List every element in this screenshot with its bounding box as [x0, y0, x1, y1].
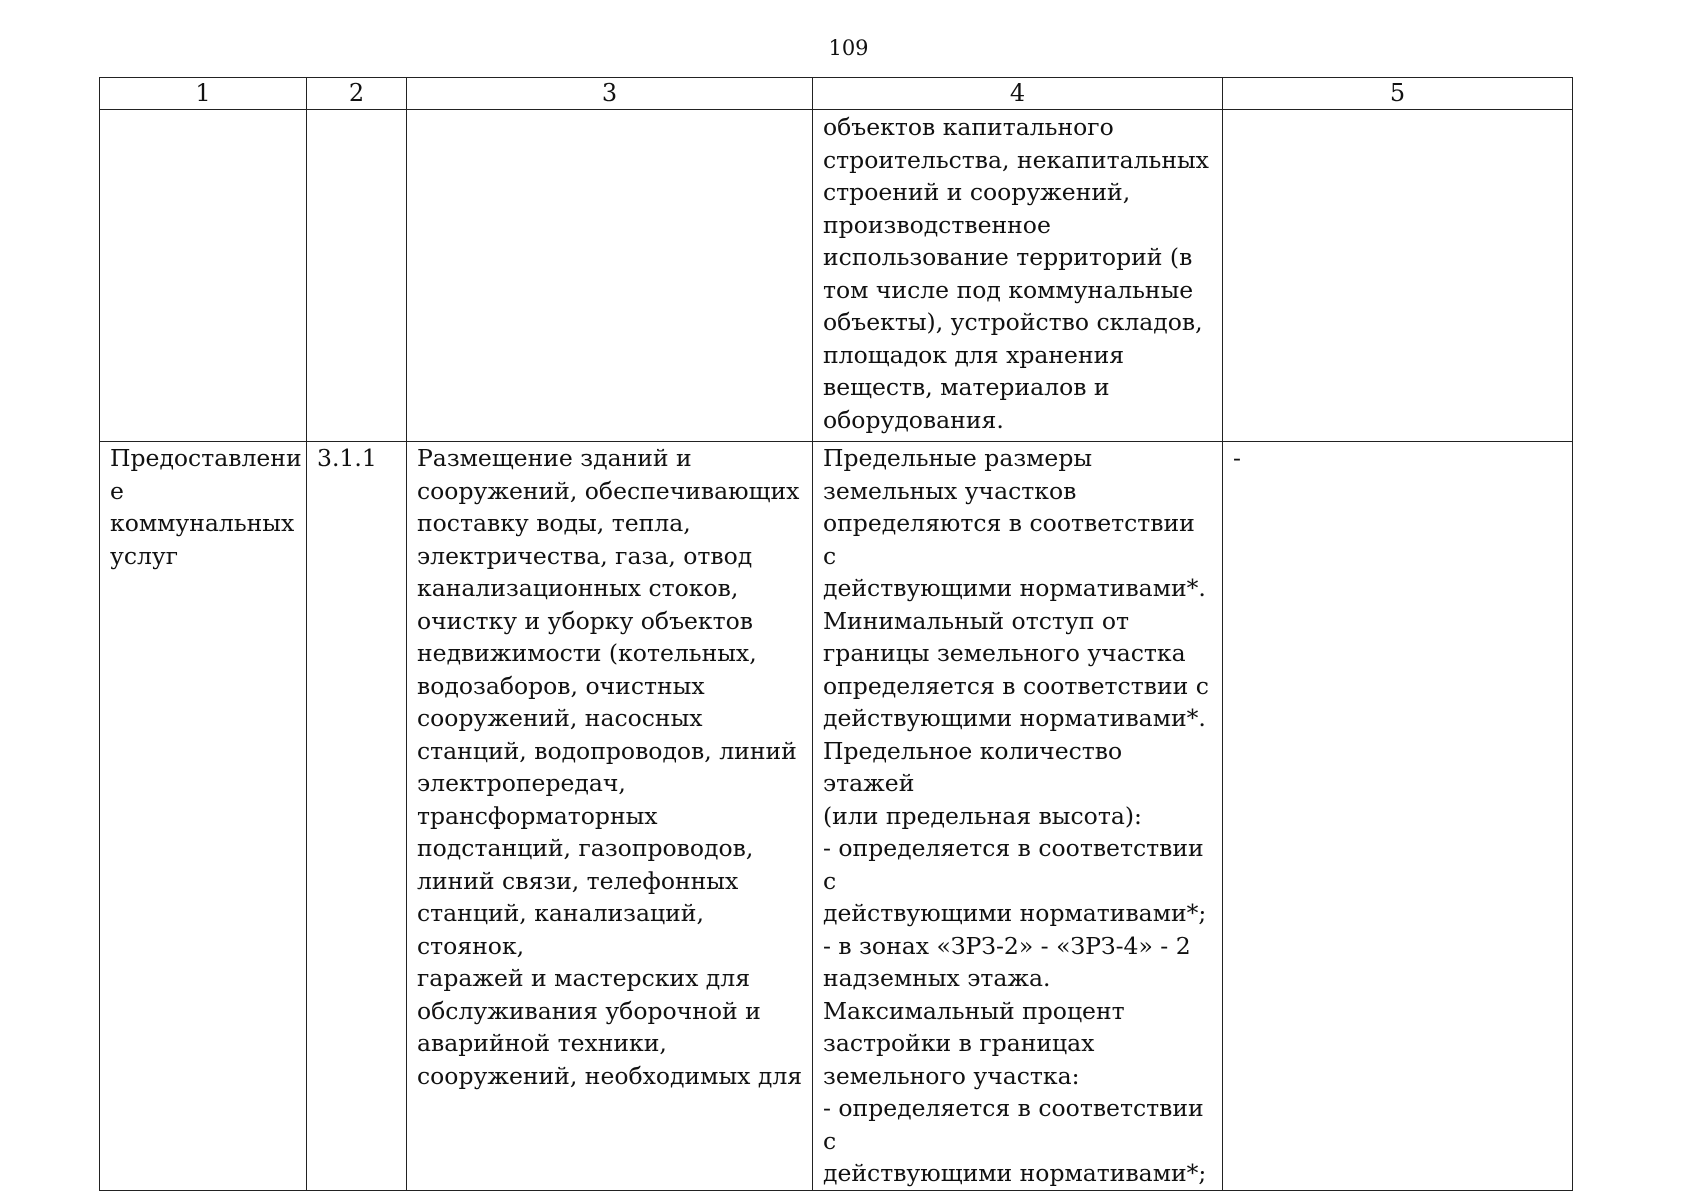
cell-parameters: [813, 442, 1223, 1191]
cell-description: [407, 442, 813, 1191]
cell-restrictions: [1223, 110, 1573, 442]
cell-text: Размещение зданий и сооружений, обеспечивающих поставку воды, тепла, электричества, газа, отвод канализационных стоков, очистку и уборку объектов недвижимости (котельных, водозаборов, очистных сооружений, насосных станций, водопроводов, линий электропередач, трансформаторных подстанций, газопроводов, линий связи, телефонных станций, канализаций, стоянок, гаражей и мастерских для обслуживания уборочной и аварийной техники, сооружений, необходимых для: [417, 444, 803, 1090]
cell-text: -: [1233, 444, 1241, 472]
column-header-4: 4: [813, 78, 1223, 110]
table-row: [100, 442, 1573, 1191]
cell-text: 3.1.1: [317, 444, 377, 472]
column-header-2: 2: [307, 78, 407, 110]
regulations-table: [99, 77, 1573, 1191]
cell-use-name: [100, 110, 307, 442]
cell-text: Предоставлени е коммунальных услуг: [110, 444, 302, 570]
cell-use-name: [100, 442, 307, 1191]
cell-text: объектов капитального строительства, некапитальных строений и сооружений, производственное использование территорий (в том числе под коммунальные объекты), устройство складов, площадок для хранения веществ, материалов и оборудования.: [823, 113, 1209, 434]
cell-code: [307, 110, 407, 442]
cell-restrictions: [1223, 442, 1573, 1191]
cell-parameters: [813, 110, 1223, 442]
column-header-3: 3: [407, 78, 813, 110]
cell-text: Предельные размеры земельных участков определяются в соответствии с действующими нормативами*. Минимальный отступ от границы земельного участка определяется в соответствии с действующими нормативами*. Предельное количество этажей (или предельная высота): - определяется в соответствии с действующими нормативами*; - в зонах «ЗРЗ-2» - «ЗРЗ-4» - 2 надземных этажа. Максимальный процент застройки в границах земельного участка: - определяется в соответствии с действующими нормативами*;: [823, 444, 1209, 1187]
cell-code: [307, 442, 407, 1191]
column-header-5: 5: [1223, 78, 1573, 110]
page-number: 109: [828, 36, 869, 60]
table-header-row: [100, 78, 1573, 110]
table-row: [100, 110, 1573, 442]
column-header-1: 1: [100, 78, 307, 110]
cell-description: [407, 110, 813, 442]
